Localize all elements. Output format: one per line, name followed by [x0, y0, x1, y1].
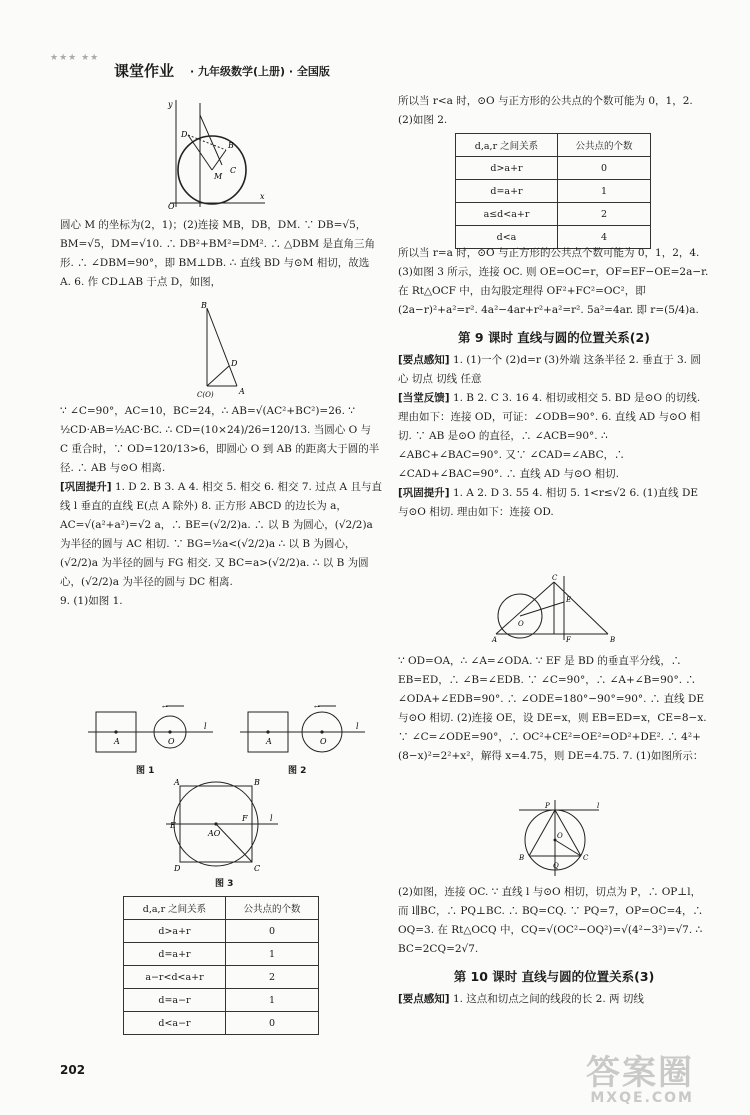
svg-text:l: l: [270, 814, 273, 823]
section-title-10: 第 10 课时 直线与圆的位置关系(3): [453, 969, 655, 984]
svg-text:B: B: [610, 636, 616, 644]
svg-text:y: y: [168, 100, 173, 109]
table-row: d>a+r 0: [456, 157, 651, 180]
right-text-block-4: (2)如图，连接 OC. ∵ 直线 l 与⊙O 相切，切点为 P，∴ OP⊥l，而 l∥BC，∴ PQ⊥BC. ∴ BQ=CQ. ∵ PQ=7，OP=OC=4，∴ OQ=3. 在 Rt△OCQ 中，CQ=√(OC²−OQ²)=√(4²−3²)=√7. ∴ BC=2CQ=2√7. 第 10 课时 直线与圆的位置关系(3) [要点感知] 1. 这点和切点之间的线段的长 2. 两 切线: [398, 883, 710, 1009]
svg-text:C: C: [254, 864, 261, 873]
figure-coordinate-circle: [160, 95, 270, 215]
page-number: 202: [60, 1063, 86, 1077]
svg-text:C(O): C(O): [197, 391, 214, 399]
svg-text:A: A: [492, 636, 498, 644]
right-text-block-2: 所以当 r=a 时，⊙O 与正方形的公共点个数可能为 0，1，2，4. (3)如图 3 所示，连接 OC. 则 OE=OC=r，OF=EF−OE=2a−r. 在 Rt△OCF 中，由勾股定理得 OF²+FC²=OC²，即(2a−r)²+a²=r². 4a²−4ar+r²+a²=r². 5a²=4ar. 即 r=(5/4)a. 第 9 课时 直线与圆的位置关系(2) [要点感知] 1. (1)一个 (2)d=r (3)外端 这条半径 2. 垂直于 3. 圆心 切点 切线 任意 [当堂反馈] 1. B 2. C 3. 16 4. 相切或相交 5. BD 是⊙O 的切线. 理由如下：连接 OD，可证：∠ODB=90°. 6. 直线 AD 与⊙O 相切. ∵ AB 是⊙O 的直径，∴ ∠ACB=90°. ∴ ∠ABC+∠BAC=90°. 又∵ ∠CAD=∠ABC，∴ ∠CAD+∠BAC=90°. ∴ 直线 AD 与⊙O 相切. [巩固提升] 1. A 2. D 3. 55 4. 相切 5. 1<r≤√2 6. (1)直线 DE 与⊙O 相切. 理由如下：连接 OD.: [398, 247, 709, 518]
svg-text:←: ←: [314, 703, 320, 711]
svg-text:C: C: [552, 574, 558, 582]
table-row: d>a+r 0: [124, 920, 319, 943]
table-row: d=a−r 1: [124, 989, 319, 1012]
table-header-row: d,a,r 之间关系 公共点的个数: [124, 897, 319, 920]
table-row: a−r<d<a+r 2: [124, 966, 319, 989]
svg-text:C: C: [583, 854, 589, 862]
svg-text:A: A: [174, 778, 180, 787]
svg-text:E: E: [566, 596, 572, 604]
figure-circle-tangent-line: [515, 798, 605, 880]
figure-tangent-triangle: [490, 572, 620, 644]
section-tag: [巩固提升]: [398, 487, 450, 499]
figure-2: [240, 700, 370, 760]
table-left: [123, 896, 319, 1035]
svg-text:O: O: [518, 620, 524, 628]
figure-1-label: 图 1: [136, 766, 155, 776]
svg-text:l: l: [356, 722, 359, 731]
svg-text:P: P: [545, 802, 550, 810]
figure-1: [88, 700, 218, 760]
svg-text:D: D: [174, 864, 181, 873]
figure-right-triangle: [195, 300, 255, 400]
svg-text:D: D: [231, 359, 238, 368]
table-right: [455, 133, 651, 249]
svg-text:D: D: [181, 130, 188, 139]
section-tag: [巩固提升]: [60, 481, 112, 493]
watermark: 答案圈 MXQE.COM: [586, 1053, 694, 1106]
svg-text:l: l: [597, 802, 600, 810]
left-text-block-2: ∵ ∠C=90°，AC=10，BC=24，∴ AB=√(AC²+BC²)=26. ∵ ½CD·AB=½AC·BC. ∴ CD=(10×24)/26=120/13. 当圆心 O 与 C 重合时，∵ OD=120/13>6，即圆心 O 到 AB 的距离大于圆的半径. ∴ AB 与⊙O 相离. [巩固提升] 1. D 2. B 3. A 4. 相交 5. 相交 6. 相交 7. 过点 A 且与直线 l 垂直的直线 E(点 A 除外) 8. 正方形 ABCD 的边长为 a，AC=√(a²+a²)=√2 a，∴ BE=(√2/2)a. ∴ 以 B 为圆心，(√2/2)a 为半径的圆与 AC 相切. ∵ BG=½a<(√2/2)a ∴ 以 B 为圆心，(√2/2)a 为半径的圆与 FG 相交. 又 BC=a>(√2/2)a. ∴ 以 B 为圆心，(√2/2)a 为半径的圆与 DC 相离. 9. (1)如图 1.: [60, 405, 382, 607]
svg-text:A: A: [266, 737, 272, 746]
right-text-block-1: 所以当 r<a 时，⊙O 与正方形的公共点的个数可能为 0，1，2. (2)如图 2.: [398, 95, 693, 126]
svg-text:A: A: [239, 387, 245, 396]
page-header: [50, 50, 380, 90]
section-tag: [要点感知]: [398, 354, 450, 366]
svg-text:O: O: [320, 737, 327, 746]
table-row: a≤d<a+r 2: [456, 203, 651, 226]
book-brand: 课堂作业: [114, 62, 175, 80]
svg-text:M: M: [214, 172, 223, 181]
table-row: d<a 4: [456, 226, 651, 249]
book-subtitle: · 九年级数学(上册) · 全国版: [190, 65, 330, 78]
svg-text:AO: AO: [208, 829, 221, 838]
figure-2-label: 图 2: [288, 766, 307, 776]
svg-text:O: O: [168, 202, 175, 211]
left-text-block-1: 圆心 M 的坐标为(2，1)；(2)连接 MB，DB，DM. ∵ DB=√5，BM=√5，DM=√10. ∴ DB²+BM²=DM². ∴ △DBM 是直角三角形. ∴ ∠DBM=90°，即 BM⊥DB. ∴ 直线 BD 与⊙M 相切，故选 A. 6. 作 CD⊥AB 于点 D，如图，: [60, 219, 375, 288]
svg-text:O: O: [557, 832, 563, 840]
svg-text:B: B: [201, 301, 207, 310]
table-row: d=a+r 1: [456, 180, 651, 203]
right-text-block-3: ∵ OD=OA，∴ ∠A=∠ODA. ∵ EF 是 BD 的垂直平分线，∴ EB=ED，∴ ∠B=∠EDB. ∵ ∠C=90°，∴ ∠A+∠B=90°. ∴ ∠ODA+∠EDB=90°. ∴ ∠ODE=180°−90°=90°. ∴ 直线 DE 与⊙O 相切. (2)连接 OE，设 DE=x，则 EB=ED=x，CE=8−x. ∵ ∠C=∠ODE=90°，∴ OC²+CE²=OE²=OD²+DE². ∴ 4²+(8−x)²=2²+x²，解得 x=4.75，则 DE=4.75. 7. (1)如图所示：: [398, 655, 707, 762]
svg-text:B: B: [228, 141, 234, 150]
table-row: d<a−r 0: [124, 1012, 319, 1035]
section-title-9: 第 9 课时 直线与圆的位置关系(2): [458, 330, 650, 345]
svg-text:B: B: [519, 854, 525, 862]
svg-text:F: F: [242, 814, 248, 823]
svg-text:Q: Q: [553, 862, 559, 870]
table-header-row: d,a,r 之间关系 公共点的个数: [456, 134, 651, 157]
svg-text:E: E: [170, 821, 176, 830]
svg-text:l: l: [204, 722, 207, 731]
section-tag: [当堂反馈]: [398, 392, 450, 404]
svg-text:C: C: [230, 166, 237, 175]
svg-text:F: F: [566, 636, 571, 644]
svg-text:A: A: [114, 737, 120, 746]
figure-3: [166, 776, 282, 876]
svg-text:O: O: [168, 737, 175, 746]
star-decoration: ★★★ ★★: [50, 53, 100, 63]
figure-3-label: 图 3: [215, 879, 234, 889]
svg-text:x: x: [260, 192, 265, 201]
section-tag: [要点感知]: [398, 993, 450, 1005]
svg-text:B: B: [254, 778, 260, 787]
svg-text:←: ←: [162, 703, 168, 711]
table-row: d=a+r 1: [124, 943, 319, 966]
